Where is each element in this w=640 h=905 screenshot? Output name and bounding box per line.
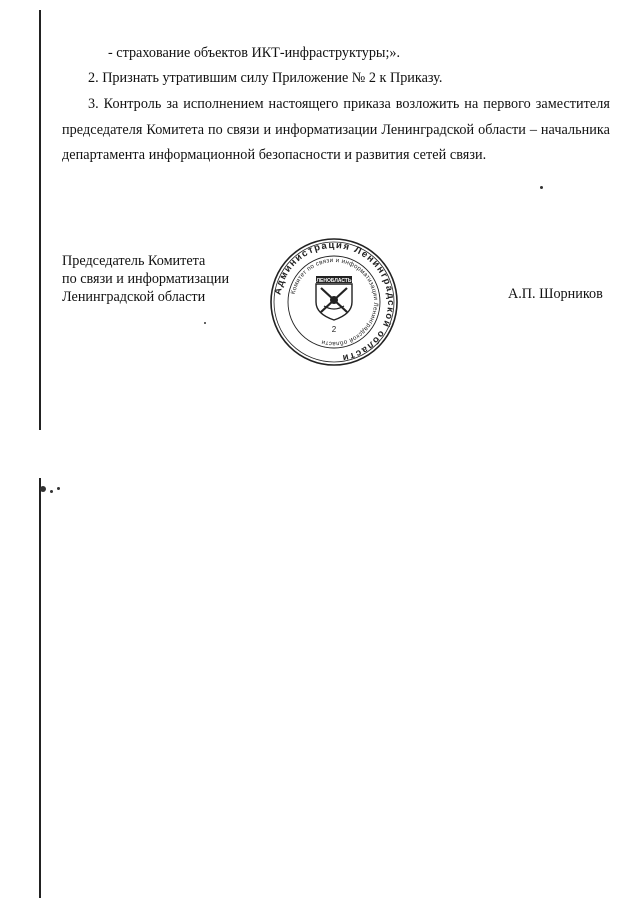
insurance-line: - страхование объектов ИКТ-инфраструктуры;». — [108, 45, 401, 61]
seal-inner-text: Комитет по связи и информатизации Ленинградской области — [289, 256, 380, 348]
seal-outer-text: Администрация Ленинградской области — [272, 239, 397, 364]
scan-speck — [50, 490, 53, 493]
scan-speck — [40, 486, 46, 492]
binding-line-bottom — [39, 478, 41, 898]
position-line-3: Ленинградской области — [62, 289, 206, 305]
position-line-1: Председатель Комитета — [62, 253, 206, 269]
emblem-label: ЛЕНОБЛАСТЬ — [316, 278, 352, 284]
signer-name: А.П. Шорников — [508, 286, 603, 302]
signature-position-block — [62, 252, 229, 306]
item-3-text: 3. Контроль за исполнением настоящего приказа возложить на первого заместителя председателя Комитета по связи и информатизации Ленинградской области – начальника департамента информационной безопасности и развития сетей связи. — [62, 96, 610, 163]
scan-speck — [57, 487, 60, 490]
scan-speck — [540, 186, 543, 189]
seal-number: 2 — [331, 325, 337, 334]
position-line-2: по связи и информатизации — [62, 271, 230, 287]
item-2-text: 2. Признать утратившим силу Приложение № 2 к Приказу. — [88, 70, 443, 86]
coat-of-arms-icon — [316, 276, 352, 320]
scan-speck — [204, 322, 206, 324]
official-seal — [268, 236, 400, 368]
binding-line-top — [39, 10, 41, 430]
